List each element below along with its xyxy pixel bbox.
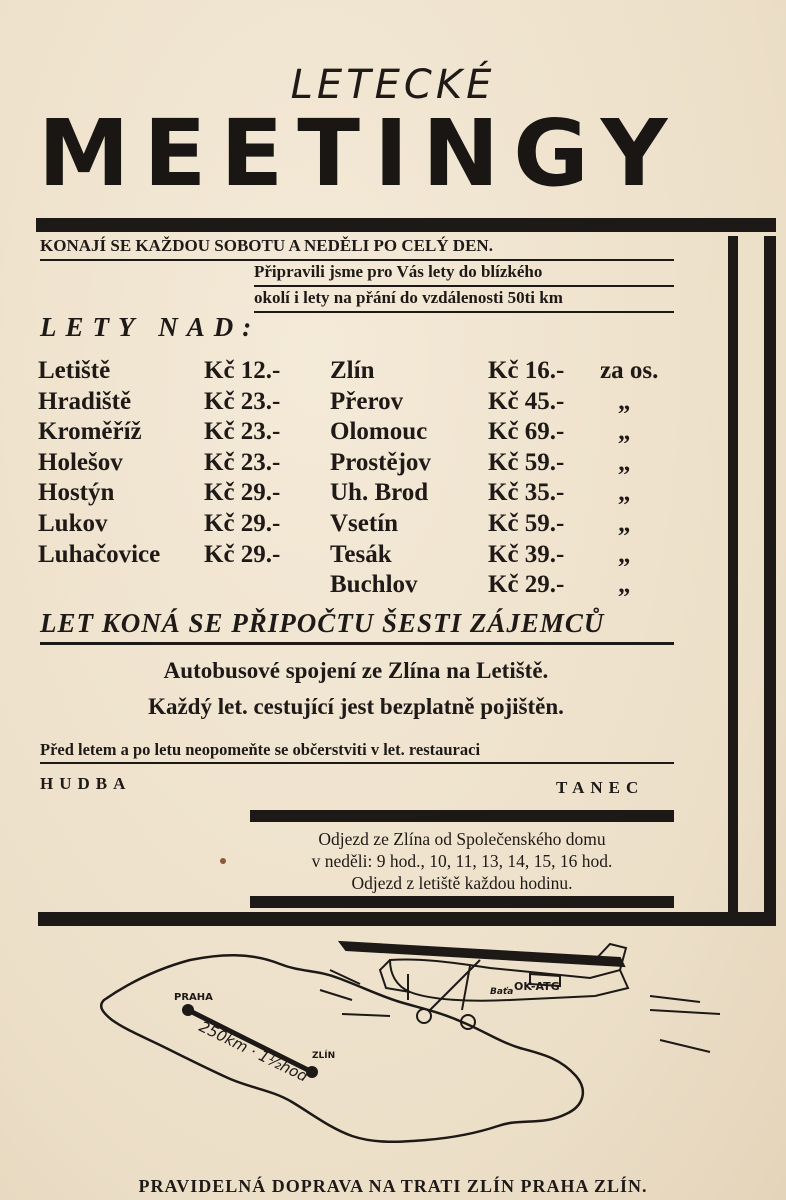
restaurant-underline (40, 762, 674, 764)
price-row (38, 570, 698, 601)
place-2: Zlín (330, 357, 375, 384)
price-1: Kč 12.- (204, 357, 281, 384)
place-1: Hradiště (38, 387, 132, 415)
dance-label: TANEC (556, 778, 645, 797)
place-2: Buchlov (330, 571, 418, 599)
price-2: Kč 35.- (488, 479, 565, 507)
bottom-rule (38, 912, 776, 926)
outer-right-rule (764, 236, 776, 918)
price-row (38, 509, 698, 540)
price-2: Kč 59.- (488, 448, 565, 476)
price-note: „ (618, 479, 631, 507)
schedule-line-2: v neděli: 9 hod., 10, 11, 13, 14, 15, 16 hod. (311, 851, 613, 871)
schedule-bottom-rule (250, 896, 674, 908)
aircraft-registration: OK-ATG (514, 980, 560, 993)
price-table (38, 356, 698, 601)
price-1: Kč 29.- (204, 540, 281, 568)
schedule-top-rule (250, 810, 674, 822)
intro-underline-2 (254, 285, 674, 287)
place-2: Tesák (330, 540, 392, 568)
price-1: Kč 23.- (204, 418, 281, 446)
price-1: Kč 29.- (204, 509, 281, 537)
price-row (38, 417, 698, 448)
bullet-dot (220, 858, 226, 864)
music-label: HUDBA (40, 774, 132, 793)
czechoslovakia-map-illustration (90, 930, 730, 1166)
price-note: „ (618, 509, 631, 537)
price-2: Kč 45.- (488, 387, 565, 415)
price-row (38, 387, 698, 418)
praha-dot (182, 1004, 194, 1016)
place-2: Přerov (330, 387, 404, 415)
place-1: Luhačovice (38, 540, 161, 568)
city-from-label: PRAHA (174, 992, 213, 1003)
condition-underline (40, 642, 674, 645)
place-1: Lukov (38, 509, 108, 537)
city-to-label: ZLÍN (312, 1051, 336, 1061)
schedule-line-3: Odjezd z letiště každou hodinu. (351, 873, 573, 893)
intro-line-1: KONAJÍ SE KAŽDOU SOBOTU A NEDĚLI PO CELÝ DEN. (40, 236, 493, 255)
schedule-line-1: Odjezd ze Zlína od Společenského domu (318, 829, 606, 849)
price-2: Kč 16.- (488, 357, 565, 384)
place-2: Uh. Brod (330, 479, 429, 507)
price-2: Kč 29.- (488, 571, 565, 599)
poster-subtitle: LETECKÉ (290, 62, 496, 108)
schedule-box (250, 828, 674, 894)
inner-right-rule (728, 236, 738, 918)
price-1: Kč 29.- (204, 479, 281, 507)
top-rule (36, 218, 776, 232)
footer-text: PRAVIDELNÁ DOPRAVA NA TRATI ZLÍN PRAHA ZLÍN. (138, 1176, 648, 1196)
aircraft-mark: Baťa (490, 987, 514, 997)
price-row (38, 448, 698, 479)
place-1: Holešov (38, 448, 123, 476)
intro-line-3: okolí i lety na přání do vzdálenosti 50ti km (254, 288, 563, 307)
route-label: 250km · 1½hod (196, 1017, 311, 1086)
price-row (38, 356, 698, 387)
price-note: „ (618, 387, 631, 415)
price-note: „ (618, 571, 631, 599)
place-1: Kroměříž (38, 418, 142, 446)
price-1: Kč 23.- (204, 387, 281, 415)
price-note: za os. (600, 357, 659, 384)
bus-info: Autobusové spojení ze Zlína na Letiště. (163, 658, 549, 683)
flight-condition: LET KONÁ SE PŘIPOČTU ŠESTI ZÁJEMCŮ (40, 608, 605, 638)
price-2: Kč 39.- (488, 540, 565, 568)
flights-heading: LETY NAD: (40, 312, 261, 342)
place-2: Prostějov (330, 448, 431, 476)
intro-underline-3 (254, 311, 674, 313)
airplane-icon (320, 942, 720, 1052)
country-outline (101, 955, 583, 1142)
price-row (38, 540, 698, 571)
intro-underline-1 (40, 259, 674, 261)
insurance-info: Každý let. cestující jest bezplatně pojištěn. (148, 694, 564, 719)
restaurant-info: Před letem a po letu neopomeňte se občerstviti v let. restauraci (40, 740, 481, 759)
intro-line-2: Připravili jsme pro Vás lety do blízkého (254, 262, 543, 281)
price-2: Kč 59.- (488, 509, 565, 537)
price-note: „ (618, 540, 631, 568)
price-note: „ (618, 448, 631, 476)
price-2: Kč 69.- (488, 418, 565, 446)
place-2: Vsetín (330, 509, 399, 537)
place-1: Hostýn (38, 479, 115, 507)
place-1: Letiště (38, 357, 111, 384)
poster-title: MEETINGY (38, 100, 682, 207)
price-note: „ (618, 418, 631, 446)
place-2: Olomouc (330, 418, 428, 446)
price-1: Kč 23.- (204, 448, 281, 476)
price-row (38, 478, 698, 509)
